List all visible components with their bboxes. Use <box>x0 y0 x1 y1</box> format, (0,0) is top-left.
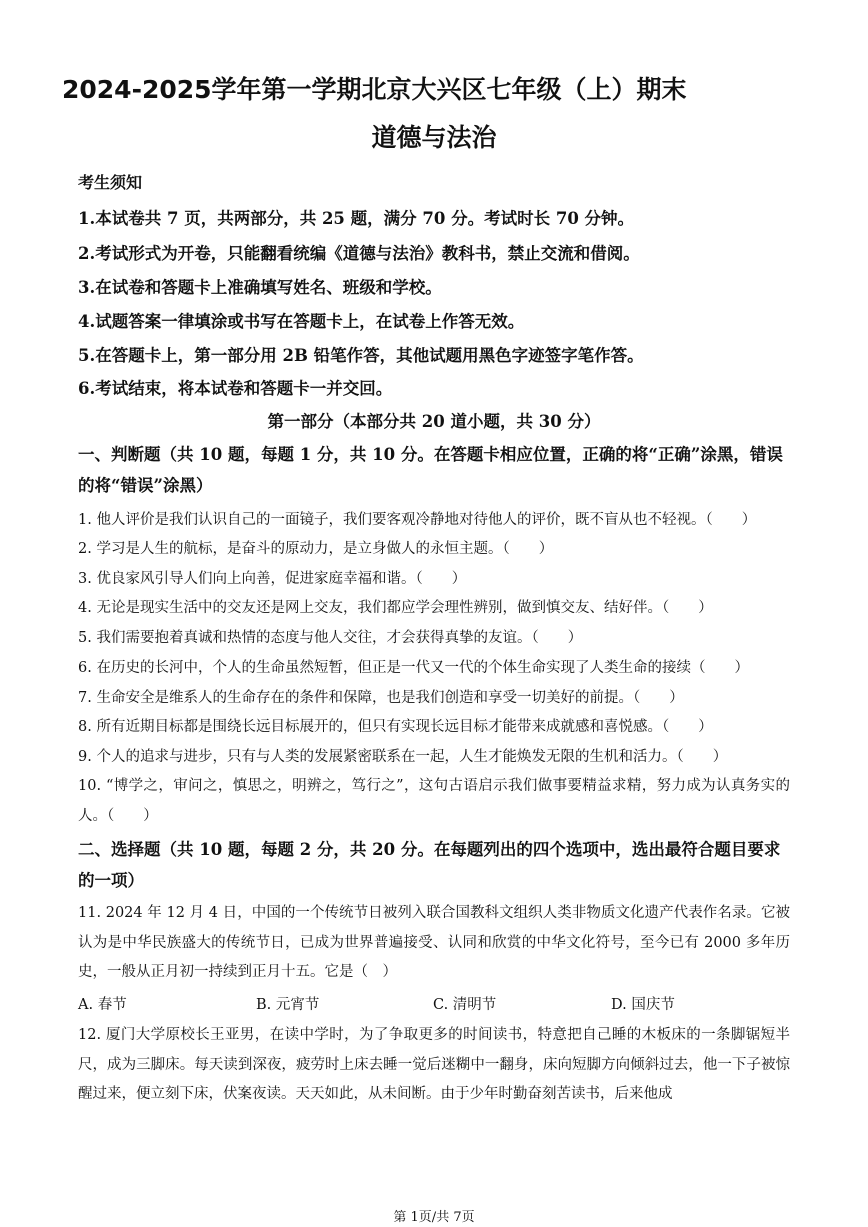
exam-subject: 道德与法治 <box>371 123 497 152</box>
question-5: 5. 我们需要抱着真诚和热情的态度与他人交往，才会获得真挚的友谊。（ ） <box>78 630 583 646</box>
question-3: 3. 优良家风引导人们向上向善，促进家庭幸福和谐。（ ） <box>78 571 467 587</box>
part-one-title: 第一部分（本部分共 20 道小题，共 30 分） <box>267 412 601 431</box>
notice-item: 5.在答题卡上，第一部分用 2B 铅笔作答，其他试题用黑色字迹签字笔作答。 <box>78 346 644 365</box>
notice-item: 3.在试卷和答题卡上准确填写姓名、班级和学校。 <box>78 278 442 297</box>
section-two-title: 二、选择题（共 10 题，每题 2 分，共 20 分。在每题列出的四个选项中，选出最符合题目要求的一项） <box>78 840 781 890</box>
section-one-title: 一、判断题（共 10 题，每题 1 分，共 10 分。在答题卡相应位置，正确的将“正确”涂黑，错误的将“错误”涂黑） <box>78 445 783 495</box>
question-4: 4. 无论是现实生活中的交友还是网上交友，我们都应学会理性辨别，做到慎交友、结好伴。（ ） <box>78 600 713 616</box>
page-number: 第 1页/共 7页 <box>393 1210 475 1225</box>
notice-item: 2.考试形式为开卷，只能翻看统编《道德与法治》教科书，禁止交流和借阅。 <box>78 244 640 263</box>
option-c: C. 清明节 <box>433 997 497 1013</box>
notice-item: 1.本试卷共 7 页，共两部分，共 25 题，满分 70 分。考试时长 70 分钟。 <box>78 209 635 228</box>
notice-item: 4.试题答案一律填涂或书写在答题卡上，在试卷上作答无效。 <box>78 312 525 331</box>
notice-heading: 考生须知 <box>78 173 143 192</box>
question-7: 7. 生命安全是维系人的生命存在的条件和保障，也是我们创造和享受一切美好的前提。（ ） <box>78 690 684 706</box>
question-10: 10. “博学之，审问之，慎思之，明辨之，笃行之”，这句古语启示我们做事要精益求精，努力成为认真务实的人。（ ） <box>78 778 790 824</box>
question-9: 9. 个人的追求与进步，只有与人类的发展紧密联系在一起，人生才能焕发无限的生机和活力。（ ） <box>78 749 728 765</box>
question-1: 1. 他人评价是我们认识自己的一面镜子，我们要客观冷静地对待他人的评价，既不盲从也不轻视。（ ） <box>78 512 757 528</box>
option-d: D. 国庆节 <box>611 997 675 1013</box>
exam-title: 2024-2025学年第一学期北京大兴区七年级（上）期末 <box>62 75 687 104</box>
option-a: A. 春节 <box>78 997 127 1013</box>
question-12: 12. 厦门大学原校长王亚男，在读中学时，为了争取更多的时间读书，特意把自己睡的木板床的一条脚锯短半尺，成为三脚床。每天读到深夜，疲劳时上床去睡一觉后迷糊中一翻身，床向短脚方向倾斜过去，他一下子被惊醒过来，便立刻下床，伏案夜读。天天如此，从未间断。由于少年时勤奋刻苦读书，后来他成 <box>78 1027 790 1102</box>
option-b: B. 元宵节 <box>256 997 320 1013</box>
notice-item: 6.考试结束，将本试卷和答题卡一并交回。 <box>78 379 393 398</box>
question-2: 2. 学习是人生的航标，是奋斗的原动力，是立身做人的永恒主题。（ ） <box>78 541 554 557</box>
question-11: 11. 2024 年 12 月 4 日，中国的一个传统节日被列入联合国教科文组织人类非物质文化遗产代表作名录。它被认为是中华民族盛大的传统节日，已成为世界普遍接受、认同和欣赏的中华文化符号，至今已有 2000 多年历史，一般从正月初一持续到正月十五。它是（ ） <box>78 905 790 980</box>
question-6: 6. 在历史的长河中，个人的生命虽然短暂，但正是一代又一代的个体生命实现了人类生命的接续（ ） <box>78 660 749 676</box>
question-8: 8. 所有近期目标都是围绕长远目标展开的，但只有实现长远目标才能带来成就感和喜悦感。（ ） <box>78 719 713 735</box>
